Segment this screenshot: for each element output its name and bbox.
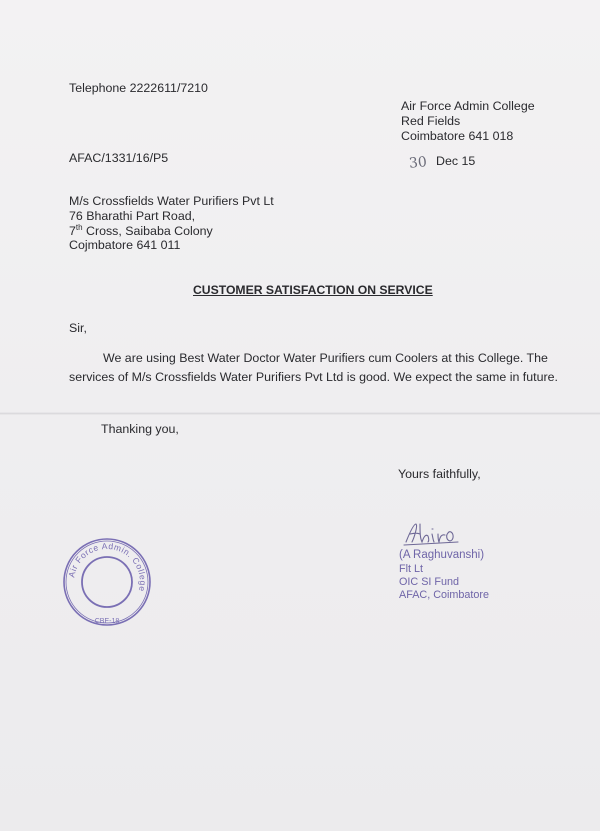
recipient-line: M/s Crossfields Water Purifiers Pvt Lt: [69, 194, 274, 208]
recipient-line: 76 Bharathi Part Road,: [69, 209, 196, 223]
reference-number: AFAC/1331/16/P5: [69, 151, 169, 165]
signatory-role: OIC SI Fund: [399, 576, 460, 588]
body-line: services of M/s Crossfields Water Purifiers Pvt Ltd is good. We expect the same in future.: [69, 370, 558, 384]
signatory-name: (A Raghuvanshi): [399, 549, 485, 561]
telephone-line: Telephone 2222611/7210: [69, 81, 208, 95]
body-line: We are using Best Water Doctor Water Purifiers cum Coolers at this College. The: [103, 351, 548, 365]
sender-address-line: Coimbatore 641 018: [401, 129, 514, 143]
recipient-line: 7th Cross, Saibaba Colony: [69, 222, 213, 238]
official-seal-stamp: [62, 537, 152, 627]
sender-address-line: Air Force Admin College: [401, 99, 535, 113]
paper-fold: [0, 412, 600, 415]
handwritten-signature: [402, 518, 466, 548]
svg-text:Air Force Admin. College: [66, 541, 148, 593]
handwritten-date-day: 30: [408, 154, 428, 172]
thanks-line: Thanking you,: [101, 422, 179, 436]
subject-heading: CUSTOMER SATISFACTION ON SERVICE: [193, 283, 433, 297]
closing-line: Yours faithfully,: [398, 467, 481, 481]
sender-address-line: Red Fields: [401, 114, 461, 128]
stamp-bottom-text: CBE-18: [94, 618, 120, 625]
date-month-year: Dec 15: [436, 154, 476, 168]
recipient-line: Cojmbatore 641 011: [69, 238, 181, 252]
signatory-rank: Flt Lt: [399, 563, 423, 575]
signatory-unit: AFAC, Coimbatore: [399, 589, 490, 601]
stamp-text: Air Force Admin. College: [66, 540, 149, 593]
salutation: Sir,: [69, 321, 87, 335]
